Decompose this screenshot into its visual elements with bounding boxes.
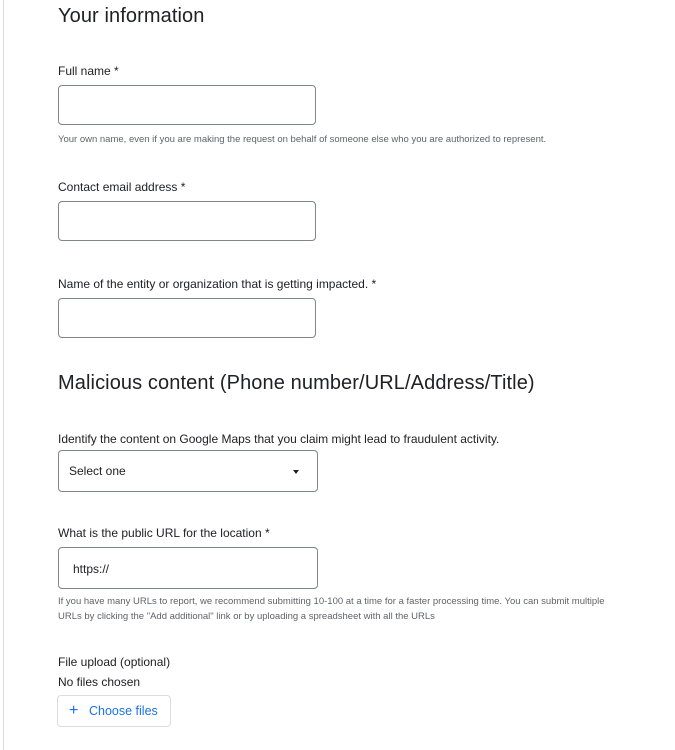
public-url-help-text: If you have many URLs to report, we recommend submitting 10-100 at a time for a faster processing time. You can submit multiple URLs by clicking the "Add additional" link or by uploading a spreadsheet with all the URLs <box>58 596 605 622</box>
your-information-heading: Your information <box>58 5 205 27</box>
full-name-help-text: Your own name, even if you are making the request on behalf of someone else who you are authorized to represent. <box>58 134 547 145</box>
contact-email-label: Contact email address * <box>58 180 186 194</box>
malicious-content-heading: Malicious content (Phone number/URL/Address/Title) <box>58 372 535 394</box>
contact-email-input[interactable] <box>58 201 316 241</box>
entity-name-input[interactable] <box>58 298 316 338</box>
identify-content-label: Identify the content on Google Maps that you claim might lead to fraudulent activity. <box>58 432 500 446</box>
choose-files-label: Choose files <box>89 704 158 718</box>
page-left-divider <box>3 0 4 750</box>
full-name-input[interactable] <box>58 85 316 125</box>
dropdown-arrow-icon <box>293 470 299 474</box>
plus-icon: + <box>69 702 79 719</box>
file-upload-status: No files chosen <box>58 675 141 689</box>
identify-content-select[interactable] <box>58 450 318 492</box>
public-url-value: https:// <box>73 562 110 576</box>
entity-name-label: Name of the entity or organization that is getting impacted. * <box>58 277 377 291</box>
full-name-label: Full name * <box>58 64 119 78</box>
file-upload-label: File upload (optional) <box>58 655 171 669</box>
identify-content-selected-value: Select one <box>69 464 126 478</box>
choose-files-button[interactable] <box>57 695 171 727</box>
public-url-input[interactable] <box>58 547 318 589</box>
public-url-label: What is the public URL for the location * <box>58 526 270 540</box>
